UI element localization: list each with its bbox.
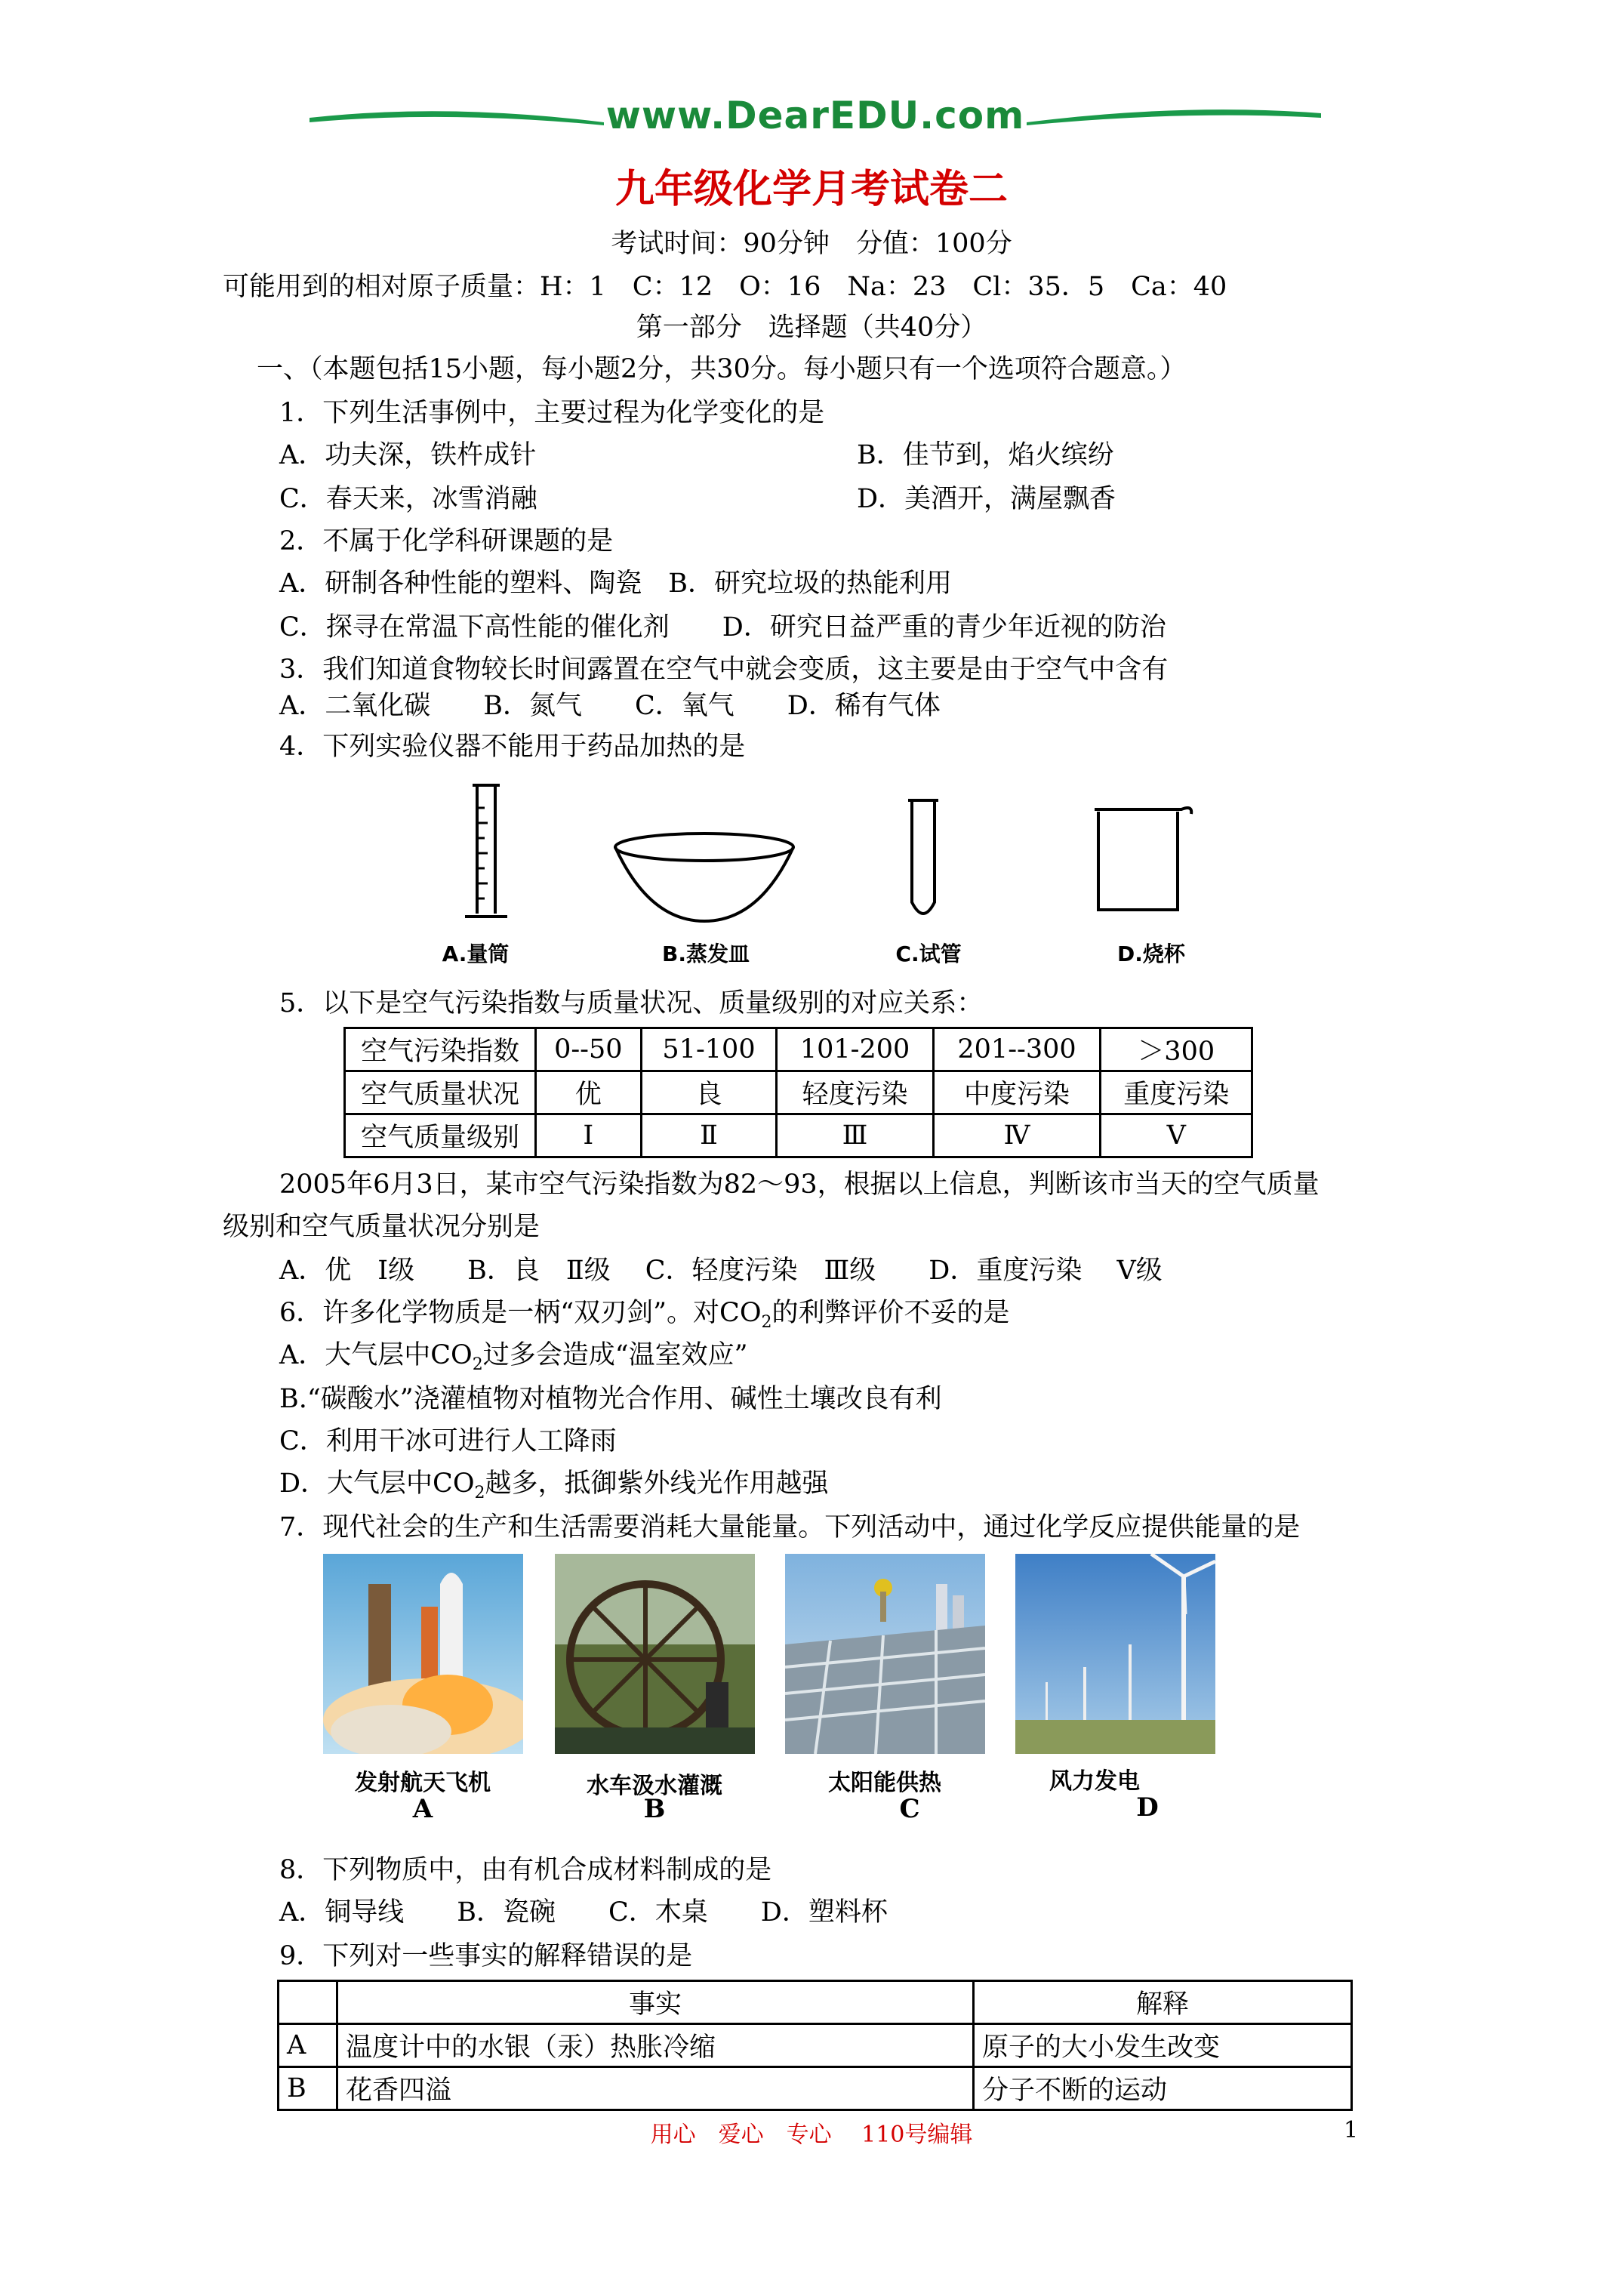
q1-option-c: C．春天来，冰雪消融 [279, 484, 537, 514]
q1-option-a: A．功夫深，铁杵成针 [279, 440, 537, 470]
q2-options-ab: A．研制各种性能的塑料、陶瓷 B．研究垃圾的热能利用 [279, 569, 952, 599]
table-cell: A [279, 2024, 337, 2067]
q8-options: A．铜导线 B．瓷碗 C．木桌 D．塑料杯 [279, 1897, 888, 1928]
atomic-masses: 可能用到的相对原子质量：H：1 C：12 O：16 Na：23 Cl：35．5 Ca：40 [223, 272, 1227, 302]
table-cell: 空气质量状况 [345, 1071, 536, 1114]
table-row [279, 1981, 1352, 2024]
q6-option-b: B.“碳酸水”浇灌植物对植物光合作用、碱性土壤改良有利 [279, 1384, 942, 1414]
exam-time: 考试时间：90分钟 分值：100分 [611, 229, 1012, 259]
q1-option-d: D．美酒开，满屋飘香 [857, 484, 1116, 514]
table-cell: 101-200 [777, 1028, 933, 1071]
table-cell: 0--50 [536, 1028, 642, 1071]
table-cell: 重度污染 [1101, 1071, 1252, 1114]
table-cell: Ⅲ [777, 1114, 933, 1157]
table-cell: 201--300 [933, 1028, 1101, 1071]
table-cell: 优 [536, 1071, 642, 1114]
q1-stem: 1．下列生活事例中，主要过程为化学变化的是 [279, 398, 825, 428]
facts-table [277, 1980, 1353, 2111]
photo-label-b: 水车汲水灌溉 [587, 1773, 722, 1799]
test-tube-icon [908, 800, 938, 914]
site-banner [310, 94, 1321, 142]
beaker-icon [1095, 808, 1191, 910]
q8-stem: 8．下列物质中，由有机合成材料制成的是 [279, 1855, 772, 1885]
table-cell: 原子的大小发生改变 [974, 2024, 1352, 2067]
part-title: 第一部分 选择题（共40分） [636, 313, 987, 343]
table-row [345, 1028, 1252, 1071]
instrument-label-b: B.蒸发皿 [662, 942, 750, 966]
q6-stem: 6．许多化学物质是一柄“双刃剑”。对$CO_2$的利弊评价不妥的是 [279, 1298, 1010, 1332]
table-cell: B [279, 2067, 337, 2110]
solar-heating-photo [785, 1554, 985, 1754]
table-cell: 良 [641, 1071, 777, 1114]
table-cell: 分子不断的运动 [974, 2067, 1352, 2110]
table-cell: 事实 [337, 1981, 974, 2024]
q5-stem: 5．以下是空气污染指数与质量状况、质量级别的对应关系： [279, 988, 984, 1019]
q9-stem: 9．下列对一些事实的解释错误的是 [279, 1941, 693, 1971]
table-row [279, 2024, 1352, 2067]
space-shuttle-launch-photo [323, 1554, 523, 1754]
table-cell: ＞300 [1101, 1028, 1252, 1071]
waterwheel-irrigation-photo [555, 1554, 755, 1754]
table-cell: Ⅳ [933, 1114, 1101, 1157]
site-name: www.DearEDU.com [605, 94, 1025, 137]
q3-stem: 3．我们知道食物较长时间露置在空气中就会变质，这主要是由于空气中含有 [279, 655, 1169, 685]
photo-letter-b: B [643, 1794, 666, 1824]
q5-text-1: 2005年6月3日，某市空气污染指数为82～93，根据以上信息，判断该市当天的空气质量 [279, 1170, 1320, 1200]
table-cell: 空气质量级别 [345, 1114, 536, 1157]
table-cell: 空气污染指数 [345, 1028, 536, 1071]
photo-label-d: 风力发电 [1049, 1768, 1140, 1795]
section-intro: 一、（本题包括15小题，每小题2分，共30分。每小题只有一个选项符合题意。） [257, 354, 1187, 384]
evaporating-dish-icon [615, 834, 793, 921]
wind-power-photo [1015, 1554, 1215, 1754]
instrument-label-a: A.量筒 [442, 942, 510, 966]
q1-option-b: B．佳节到，焰火缤纷 [857, 440, 1114, 470]
q6-option-c: C．利用干冰可进行人工降雨 [279, 1426, 617, 1456]
photo-label-a: 发射航天飞机 [355, 1770, 491, 1796]
air-quality-table [343, 1027, 1253, 1158]
table-row [345, 1114, 1252, 1157]
footer-text: 用心 爱心 专心 110号编辑 [650, 2122, 973, 2148]
instrument-label-d: D.烧杯 [1117, 942, 1185, 966]
lab-instruments-figure [423, 778, 1223, 944]
table-row [279, 2067, 1352, 2110]
q5-options: A．优 Ⅰ级 B．良 Ⅱ级 C．轻度污染 Ⅲ级 D．重度污染 Ⅴ级 [279, 1256, 1163, 1286]
graduated-cylinder-icon [465, 785, 507, 917]
table-cell: 51-100 [641, 1028, 777, 1071]
q6-option-d: D．大气层中$CO_2$越多，抵御紫外线光作用越强 [279, 1469, 829, 1502]
q2-options-cd: C．探寻在常温下高性能的催化剂 D．研究日益严重的青少年近视的防治 [279, 612, 1166, 643]
photo-letter-a: A [412, 1794, 433, 1824]
table-cell: 花香四溢 [337, 2067, 974, 2110]
q6-option-a: A．大气层中$CO_2$过多会造成“温室效应” [279, 1340, 748, 1374]
table-cell: 解释 [974, 1981, 1352, 2024]
page-title: 九年级化学月考试卷二 [614, 166, 1008, 212]
table-cell: 温度计中的水银（汞）热胀冷缩 [337, 2024, 974, 2067]
table-cell: Ⅱ [641, 1114, 777, 1157]
page-number: 1 [1344, 2117, 1359, 2143]
q4-stem: 4．下列实验仪器不能用于药品加热的是 [279, 732, 746, 762]
instrument-label-c: C.试管 [895, 942, 962, 966]
q7-stem: 7．现代社会的生产和生活需要消耗大量能量。下列活动中，通过化学反应提供能量的是 [279, 1512, 1301, 1542]
table-cell: Ⅴ [1101, 1114, 1252, 1157]
table-row [345, 1071, 1252, 1114]
table-cell: Ⅰ [536, 1114, 642, 1157]
table-cell [279, 1981, 337, 2024]
photo-label-c: 太阳能供热 [828, 1770, 941, 1796]
table-cell: 中度污染 [933, 1071, 1101, 1114]
table-cell: 轻度污染 [777, 1071, 933, 1114]
q3-options: A．二氧化碳 B．氮气 C．氧气 D．稀有气体 [279, 691, 941, 721]
photo-letter-c: C [899, 1794, 920, 1824]
photo-letter-d: D [1136, 1792, 1159, 1823]
q5-text-2: 级别和空气质量状况分别是 [223, 1212, 540, 1242]
q2-stem: 2．不属于化学科研课题的是 [279, 526, 614, 556]
